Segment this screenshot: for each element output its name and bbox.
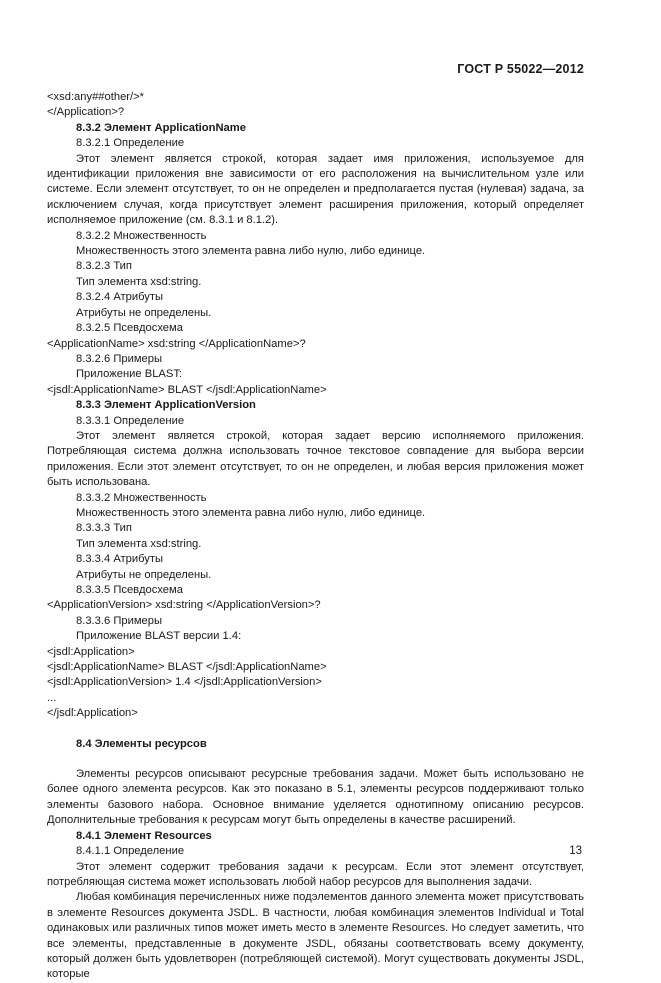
page-content [47,90,584,983]
paragraph: Атрибуты не определены. [76,306,212,319]
paragraph: Множественность этого элемента равна либо нулю, либо единице. [76,245,426,258]
subsection-number: 8.3.3.4 Атрибуты [76,553,164,566]
subsection-number: 8.3.3.6 Примеры [76,614,163,627]
subsection-number: 8.3.2.3 Тип [76,260,132,273]
code-line: <jsdl:ApplicationVersion> 1.4 </jsdl:ApplicationVersion> [47,676,322,689]
paragraph: Элементы ресурсов описывают ресурсные требования задачи. Может быть использовано не более одного элемента ресурсов. Как это показано в 5.1, элементы ресурсов поддерживают только элементы базового набора. Основное внимание уделяется однотипному описанию ресурсов. Дополнительные требования к ресурсам могут быть определены в качестве расширений. [47,768,584,827]
subsection-number: 8.3.2.2 Множественность [76,229,207,242]
subsection-number: 8.3.2.4 Атрибуты [76,291,164,304]
code-line: <ApplicationName> xsd:string </ApplicationName>? [47,337,306,350]
spacer [47,752,584,767]
subsection-number: 8.3.2.1 Определение [76,137,185,150]
paragraph: Атрибуты не определены. [76,568,212,581]
subsection-heading: 8.4.1 Элемент Resources [76,829,212,842]
code-line: </jsdl:Application> [47,707,138,720]
section-heading: 8.3.2 Элемент ApplicationName [76,121,246,134]
section-heading: 8.3.3 Элемент ApplicationVersion [76,399,256,412]
paragraph: Любая комбинация перечисленных ниже подэлементов данного элемента может присутствовать в элементе Resources документа JSDL. В частности, любая комбинация элементов Individual и Total одинаковых или различных типов может иметь место в элементе Resources. Но следует заметить, что все элементы, представленные в документе JSDL, обязаны соответствовать всему документу, который должен быть удовлетворен (потребляющей системой). Могут существовать документы JSDL, которые [47,891,584,981]
paragraph: Тип элемента xsd:string. [76,537,202,550]
section-heading: 8.4 Элементы ресурсов [76,737,207,750]
paragraph: Этот элемент содержит требования задачи к ресурсам. Если этот элемент отсутствует, потребляющая система может использовать любой набор ресурсов для выполнения задачи. [47,860,584,888]
paragraph: Тип элемента xsd:string. [76,275,202,288]
code-line: </Application>? [47,106,125,119]
code-line: <jsdl:ApplicationName> BLAST </jsdl:ApplicationName> [47,383,327,396]
subsection-number: 8.3.3.3 Тип [76,522,132,535]
subsection-number: 8.4.1.1 Определение [76,845,185,858]
paragraph: Приложение BLAST: [76,368,183,381]
subsection-number: 8.3.3.2 Множественность [76,491,207,504]
code-line: <jsdl:ApplicationName> BLAST </jsdl:ApplicationName> [47,661,327,674]
code-line: ... [47,691,57,704]
paragraph: Приложение BLAST версии 1.4: [76,630,242,643]
document-id: ГОСТ Р 55022—2012 [457,62,584,76]
subsection-number: 8.3.3.5 Псевдосхема [76,584,183,596]
subsection-number: 8.3.2.5 Псевдосхема [76,322,183,335]
paragraph: Этот элемент является строкой, которая задает версию исполняемого приложения. Потребляющая система должна использовать точное текстовое совпадение для выбора версии приложения. Если этот элемент отсутствует, то он не определен, и любая версия приложения может быть использована. [47,429,584,489]
subsection-number: 8.3.3.1 Определение [76,414,185,427]
paragraph: Этот элемент является строкой, которая задает имя приложения, используемое для идентификации приложения вне зависимости от его расположения на вычислительном узле или системе. Если элемент отсутствует, то он не определен и предполагается пустая (нулевая) задача, за исключением случая, когда присутствует элемент расширения приложения, который определяет исполняемое приложение (см. 8.3.1 и 8.1.2). [47,152,584,227]
paragraph: Множественность этого элемента равна либо нулю, либо единице. [76,506,426,519]
subsection-number: 8.3.2.6 Примеры [76,352,163,365]
page-number: 13 [569,845,582,857]
code-line: <ApplicationVersion> xsd:string </ApplicationVersion>? [47,599,321,612]
code-line: <xsd:any##other/>* [47,91,145,103]
code-line: <jsdl:Application> [47,645,135,658]
spacer [47,722,584,737]
